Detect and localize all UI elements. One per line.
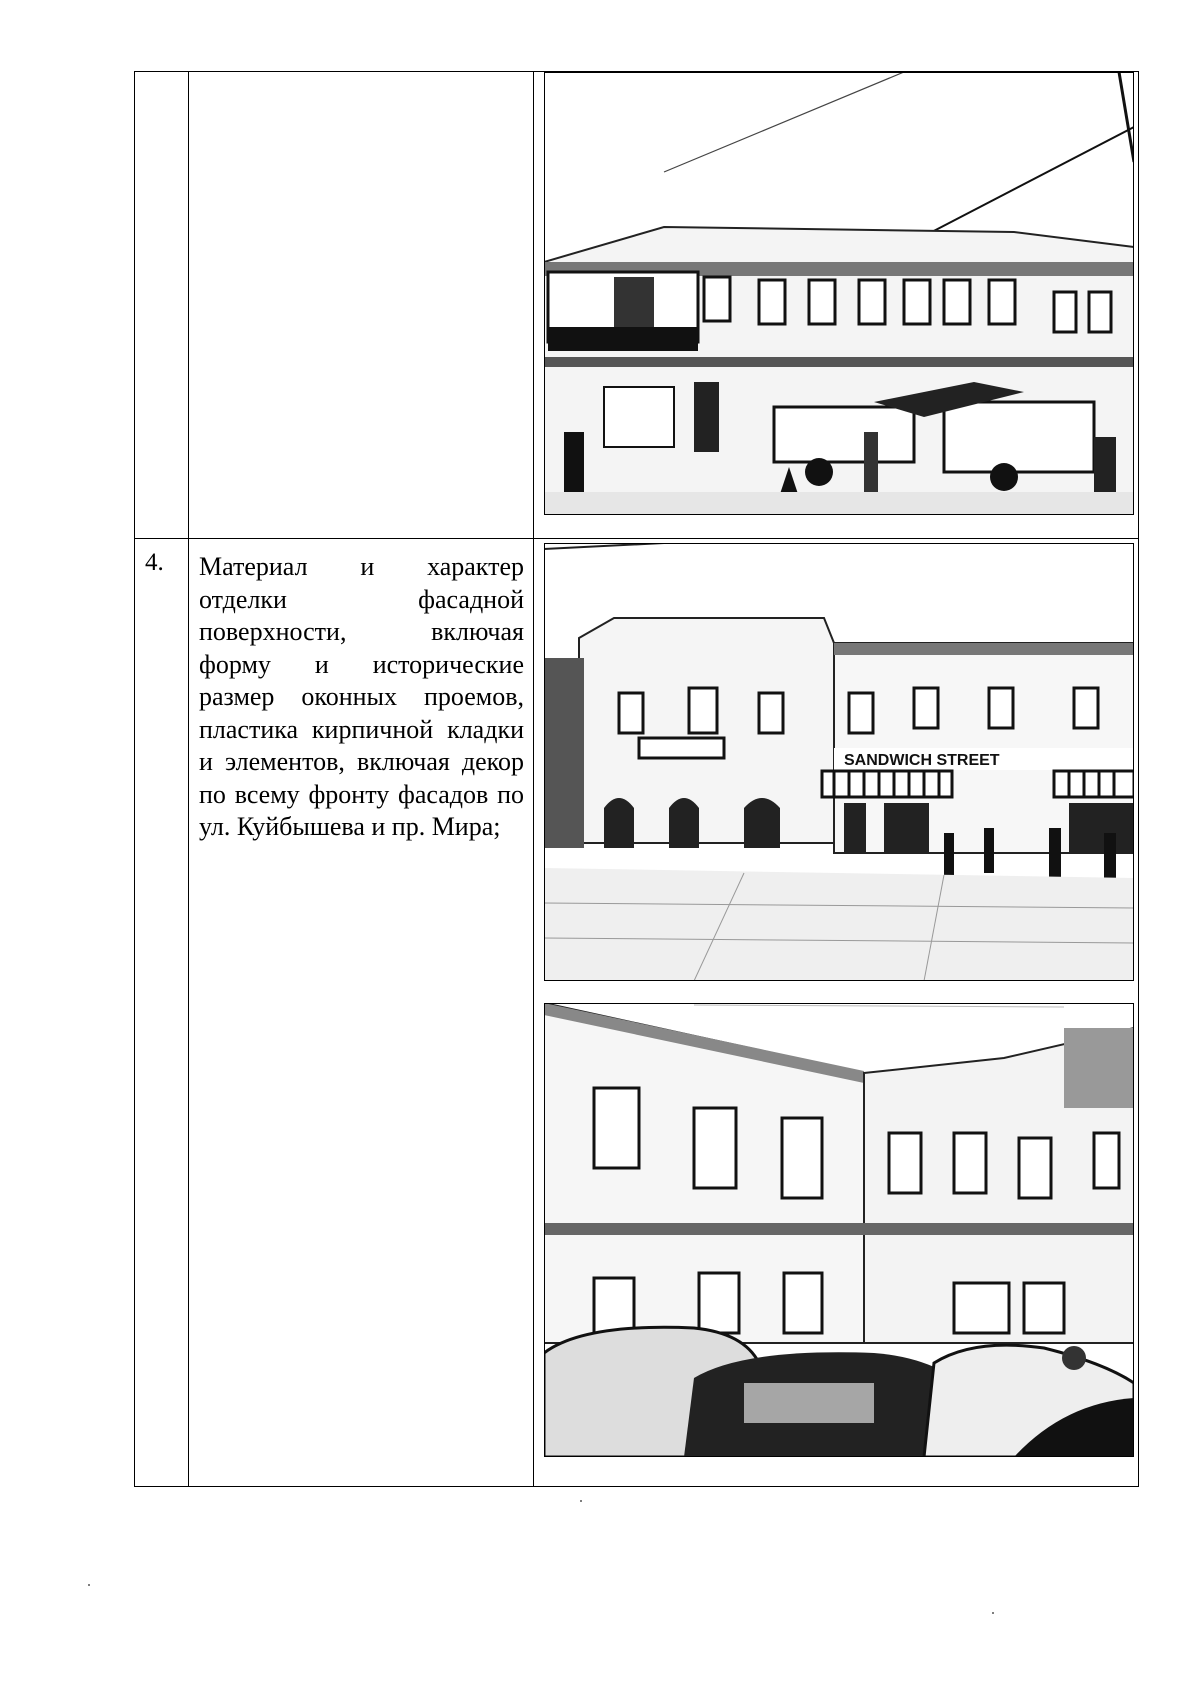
monument-subject-table bbox=[134, 71, 1139, 1487]
row-description bbox=[189, 72, 534, 84]
scan-speck bbox=[992, 1612, 994, 1614]
photo-cell bbox=[534, 72, 1139, 539]
row-number bbox=[135, 72, 188, 82]
facade-photo bbox=[544, 72, 1138, 515]
description-cell bbox=[189, 539, 534, 1487]
photo-cell bbox=[534, 539, 1139, 1487]
row-description: Материал и характер отделки фасадной поверхности, включая форму и исторические размер оконных проемов, пластика кирпичной кладки и элементов, включая декор по всему фронту фасадов по ул. Куйбышева и пр. Мира; bbox=[199, 552, 524, 841]
row-number-cell bbox=[135, 72, 189, 539]
facade-photo-corner-balcony bbox=[544, 72, 1134, 515]
facade-photo bbox=[544, 1003, 1138, 1457]
description-cell bbox=[189, 72, 534, 539]
facade-photo bbox=[544, 543, 1138, 981]
table-row bbox=[135, 539, 1139, 1487]
storefront-sign: SANDWICH STREET bbox=[844, 752, 1000, 769]
scan-speck bbox=[88, 1584, 90, 1586]
row-number: 4. bbox=[145, 549, 164, 576]
scan-speck bbox=[580, 1500, 582, 1502]
row-number-cell bbox=[135, 539, 189, 1487]
facade-photo-storefront bbox=[544, 543, 1134, 981]
table-row bbox=[135, 72, 1139, 539]
facade-photo-street-cars bbox=[544, 1003, 1134, 1457]
